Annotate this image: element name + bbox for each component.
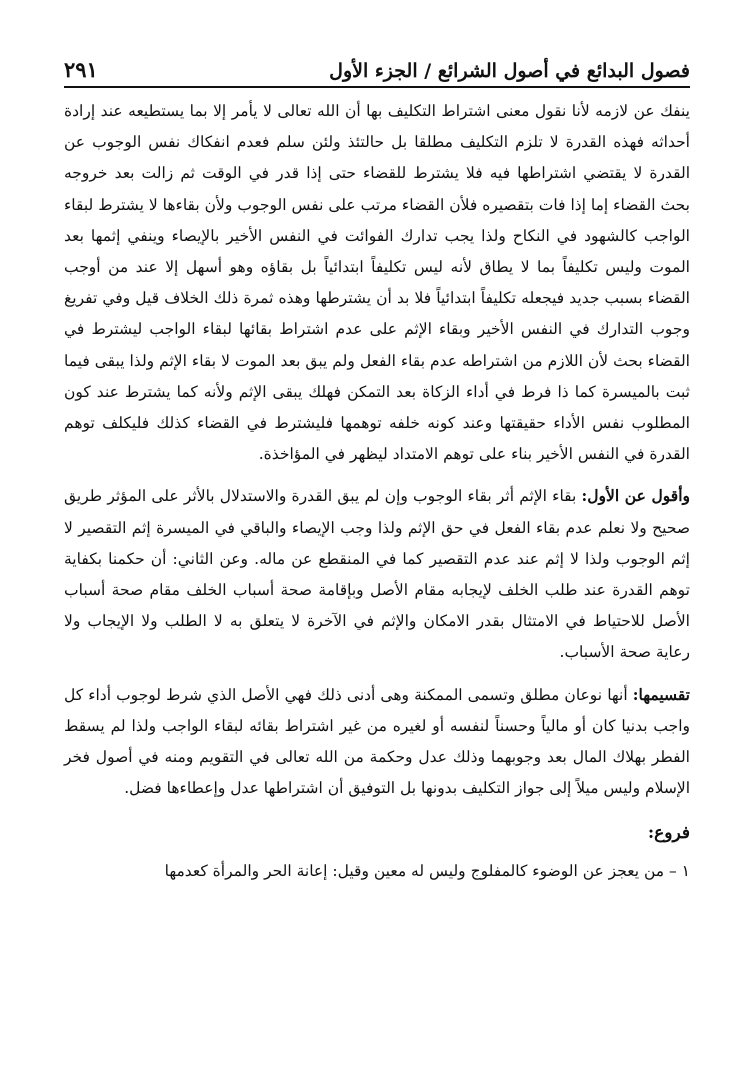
paragraph-3 [64,679,690,805]
section-heading-branches: فروع: [647,823,690,844]
paragraph-2-lead: وأقول عن الأول: [581,486,690,506]
paragraph-3-text: أنها نوعان مطلق وتسمى الممكنة وهى أدنى ذلك فهي الأصل الذي شرط لوجوب أداء كل واجب بدنيا كان أو مالياً وحسناً لنفسه أو لغيره من غير اشتراط بقائه لبقاء الواجب ولذا لم يسقط الفطر بهلاك المال بعد وجوبهما وذلك عدل وحكمة من الله تعالى في التقويم ومنه في أصول فخر الإسلام وليس ميلاً إلى جواز التكليف بدونها بل التوفيق أن اشتراطها عدل وإعطاءها فضل. [64,685,690,798]
paragraph-1 [64,96,690,470]
paragraph-2 [64,480,690,668]
running-title: فصول البدائع في أصول الشرائع / الجزء الأول [329,60,690,82]
branch-item-1: ١ – من يعجز عن الوضوء كالمفلوج وليس له معين وقيل: إعانة الحر والمرأة كعدمها [164,862,690,881]
page-header [64,40,690,82]
paragraph-3-lead: تقسيمها: [632,684,690,704]
paragraph-1-text: ينفك عن لازمه لأنا نقول معنى اشتراط التكليف بها أن الله تعالى لا يأمر إلا بما يستطيعه عند إرادة أحداثه فهذه القدرة لا تلزم التكليف مطلقا بل حالتئذ ولئن سلم فعدم انفكاك نفس الوجوب عن القدرة لا يقتضي اشتراطها فيه فلا يشترط للقضاء حتى إذا قدر في الوقت ثم زالت بعد خروجه بحث القضاء إما إذا فات بتقصيره فلأن القضاء مرتب على نفس الوجوب ولأن بقاءها لا يشترط لبقاء الواجب كالشهود في النكاح ولذا يجب تدارك الفوائت في النفس الأخير بالإيصاء وينفي إثمها بعد الموت وليس تكليفاً بما لا يطاق لأنه ليس تكليفاً ابتدائياً بل بقاؤه وهو أسهل إلا عند من أوجب القضاء بسبب جديد فيجعله تكليفاً ابتدائياً فلا بد أن يشترطها وهذه ثمرة ذلك الخلاف قيل وفي تفريغ وجوب التدارك في النفس الأخير وبقاء الإثم على عدم اشتراط بقائها لبقاء الواجب ليشترط في القضاء بحث لأن اللازم من اشتراطه عدم بقاء الفعل ولم يبق بعد الموت لا بقاء الإثم ولذا يبقى فيما ثبت بالميسرة كما ذا فرط في أداء الزكاة بعد التمكن فهلك يبقى الإثم ولأنه كما يشترط عند كون المطلوب نفس الأداء حقيقتها وعند كونه خلفه توهمها فليشترط في القضاء كذلك فليكلف توهم القدرة في النفس الأخير بناء على توهم الامتداد ليظهر في المؤاخذة. [64,102,690,464]
page-body [64,96,690,888]
page-number: ٢٩١ [64,57,98,82]
paragraph-2-text: بقاء الإثم أثر بقاء الوجوب وإن لم يبق القدرة والاستدلال بالأثر على المؤثر طريق صحيح ولا نعلم عدم بقاء الفعل في حق الإثم ولذا وجب الإيصاء والباقي في الميسرة إثم التقصير لا إثم الوجوب ولذا لا إثم عند عدم التقصير كما في المنقطع عن ماله. وعن الثاني: أن حكمنا بكفاية توهم القدرة عند طلب الخلف لإيجابه مقام الأصل وبإقامة صحة أسباب الخلف مقام صحة أسباب الأصل للاحتياط في الامتثال بقدر الامكان والإثم في الآخرة لا يتعلق به لا الطلب ولا الإيجاب ولا رعاية صحة الأسباب. [64,487,690,662]
header-rule [64,86,690,88]
